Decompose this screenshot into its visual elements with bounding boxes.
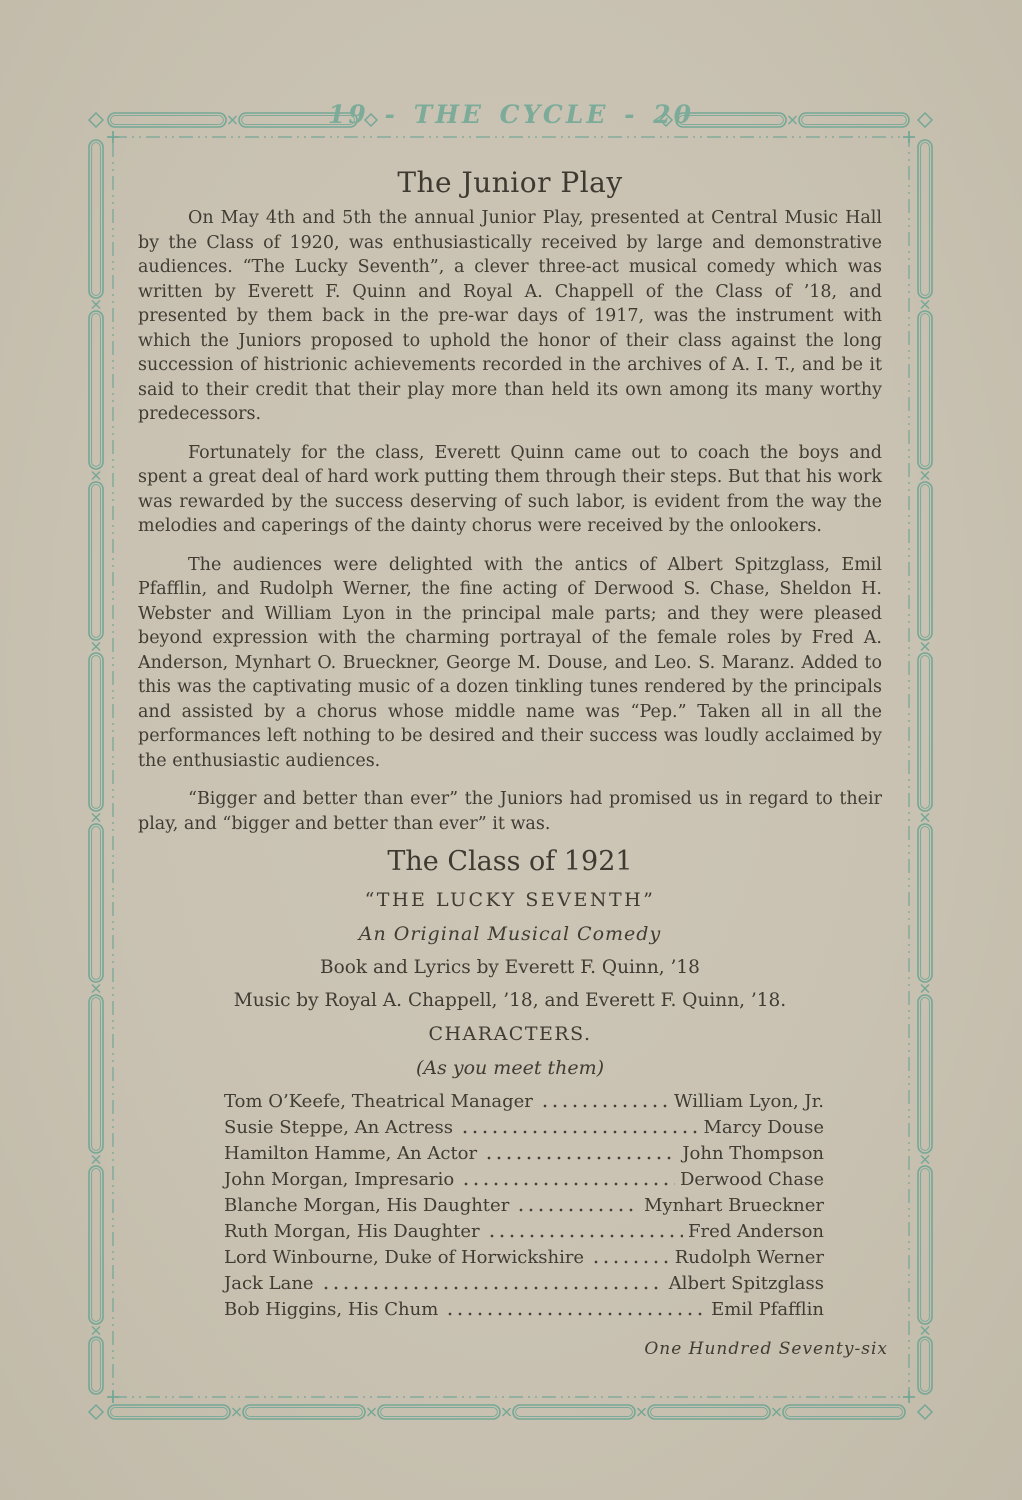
cast-actor: Rudolph Werner <box>674 1247 824 1268</box>
cast-list <box>224 1089 824 1323</box>
music-credit: Music by Royal A. Chappell, ’18, and Everett F. Quinn, ’18. <box>233 990 787 1011</box>
dot-leader-decoration <box>485 1231 683 1241</box>
cast-row <box>224 1089 824 1115</box>
cast-actor: John Thompson <box>682 1143 824 1164</box>
cast-role: Blanche Morgan, His Daughter <box>224 1195 510 1216</box>
characters-heading: CHARACTERS. <box>428 1023 592 1045</box>
dot-leader-decoration <box>319 1283 664 1293</box>
cast-row <box>224 1167 824 1193</box>
cast-role: Hamilton Hamme, An Actor <box>224 1143 478 1164</box>
dot-leader-decoration <box>514 1205 639 1215</box>
play-subtitle: An Original Musical Comedy <box>358 923 662 945</box>
cast-actor: Albert Spitzglass <box>668 1273 824 1294</box>
cast-role: Tom O’Keefe, Theatrical Manager <box>224 1091 533 1112</box>
dot-leader-decoration <box>459 1179 675 1189</box>
cast-actor: Derwood Chase <box>680 1169 824 1190</box>
cast-row <box>224 1141 824 1167</box>
cast-role: Susie Steppe, An Actress <box>224 1117 454 1138</box>
cast-row <box>224 1193 824 1219</box>
cast-actor: Mynhart Brueckner <box>644 1195 824 1216</box>
cast-role: Lord Winbourne, Duke of Horwickshire <box>224 1247 585 1268</box>
cast-role: Ruth Morgan, His Daughter <box>224 1221 480 1242</box>
dot-leader-decoration <box>538 1101 669 1111</box>
cast-row <box>224 1297 824 1323</box>
cast-row <box>224 1271 824 1297</box>
page-number: One Hundred Seventy-six <box>644 1339 888 1359</box>
characters-note: (As you meet them) <box>415 1057 605 1079</box>
dot-leader-decoration <box>589 1257 670 1267</box>
article-title: The Junior Play <box>397 166 623 199</box>
cast-row <box>224 1219 824 1245</box>
cast-role: Jack Lane <box>224 1273 314 1294</box>
masthead-text: 19 - THE CYCLE - 20 <box>328 100 694 129</box>
program-section <box>138 846 882 1323</box>
cast-actor: William Lyon, Jr. <box>674 1091 824 1112</box>
cast-row <box>224 1115 824 1141</box>
cast-actor: Emil Pfafflin <box>711 1299 824 1320</box>
program-title: The Class of 1921 <box>387 846 633 877</box>
article-paragraph-2: Fortunately for the class, Everett Quinn came out to coach the boys and spent a great deal of hard work putting them through their steps. But that his work was rewarded by the success deserving of such labor, is evident from the way the melodies and caperings of the dainty chorus were received by the onlookers. <box>138 442 882 536</box>
dot-leader-decoration <box>458 1127 698 1137</box>
cast-actor: Fred Anderson <box>687 1221 824 1242</box>
book-credit: Book and Lyrics by Everett F. Quinn, ’18 <box>320 957 700 978</box>
play-title: “THE LUCKY SEVENTH” <box>364 889 656 911</box>
cast-role: Bob Higgins, His Chum <box>224 1299 439 1320</box>
dot-leader-decoration <box>482 1153 677 1163</box>
article-paragraph-4: “Bigger and better than ever” the Juniors had promised us in regard to their play, and “bigger and better than ever” it was. <box>138 789 882 834</box>
cast-role: John Morgan, Impresario <box>224 1169 455 1190</box>
article-paragraph-1: On May 4th and 5th the annual Junior Play, presented at Central Music Hall by the Class of 1920, was enthusiastically received by large and demonstrative audiences. “The Lucky Seventh”, a clever three-act musical comedy which was written by Everett F. Quinn and Royal A. Chappell of the Class of ’18, and presented by them back in the pre-war days of 1917, was the instrument with which the Juniors proposed to uphold the honor of their class against the long succession of histrionic achievements recorded in the archives of A. I. T., and be it said to their credit that their play more than held its own among its many worthy predecessors. <box>138 208 882 424</box>
dot-leader-decoration <box>443 1309 706 1319</box>
masthead <box>0 100 1022 129</box>
cast-actor: Marcy Douse <box>703 1117 824 1138</box>
cast-row <box>224 1245 824 1271</box>
article-paragraph-3: The audiences were delighted with the antics of Albert Spitzglass, Emil Pfafflin, and Rudolph Werner, the fine acting of Derwood S. Chase, Sheldon H. Webster and William Lyon in the principal male parts; and they were pleased beyond expression with the charming portrayal of the female roles by Fred A. Anderson, Mynhart O. Brueckner, George M. Douse, and Leo. S. Maranz. Added to this was the captivating music of a dozen tinkling tunes rendered by the principals and assisted by a chorus whose middle name was “Pep.” Taken all in all the performances left nothing to be desired and their success was loudly acclaimed by the enthusiastic audiences. <box>138 554 882 771</box>
article-body <box>138 206 882 850</box>
